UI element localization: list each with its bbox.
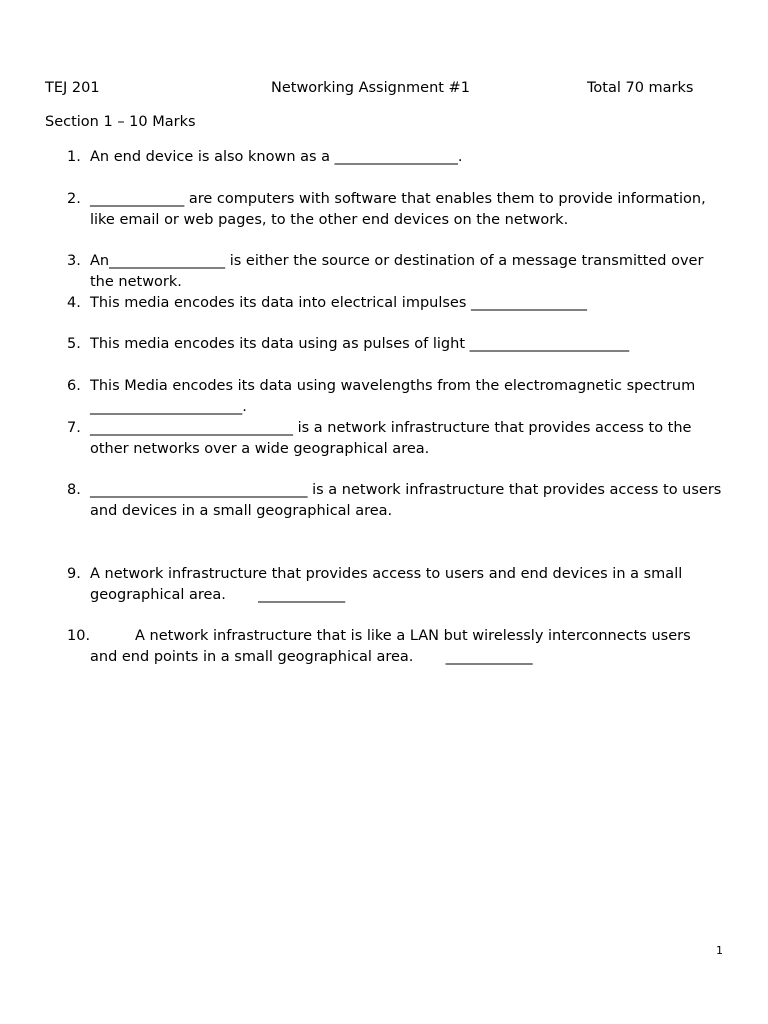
question-number: 10. <box>67 628 91 644</box>
question-number: 6. <box>67 378 81 394</box>
question-number: 5. <box>67 336 81 352</box>
question-9 <box>67 564 737 606</box>
question-10 <box>67 626 737 668</box>
question-number: 9. <box>67 566 81 582</box>
question-number: 7. <box>67 420 81 436</box>
question-text: ______________________________ is a network infrastructure that provides access to users and devices in a small geographical area. <box>90 482 726 519</box>
question-number: 4. <box>67 295 81 311</box>
question-5 <box>67 334 727 355</box>
question-text: _____________ are computers with software that enables them to provide information, like email or web pages, to the other end devices on the network. <box>90 191 711 228</box>
question-number: 3. <box>67 253 81 269</box>
question-3 <box>67 251 717 293</box>
question-text-line-1: A network infrastructure that provides access to users and end devices in a small <box>90 566 683 582</box>
document-header <box>45 80 725 100</box>
question-number: 1. <box>67 149 81 165</box>
question-8 <box>67 480 727 522</box>
question-text: This media encodes its data using as pulses of light ______________________ <box>90 336 630 352</box>
question-4 <box>67 293 727 314</box>
question-text: This Media encodes its data using wavelengths from the electromagnetic spectrum _____________________. <box>90 378 700 415</box>
question-number: 8. <box>67 482 81 498</box>
question-text: ____________________________ is a network infrastructure that provides access to the other networks over a wide geographical area. <box>90 420 697 457</box>
question-text-line-1: A network infrastructure that is like a LAN but wirelessly interconnects users <box>135 628 691 644</box>
question-1 <box>67 147 727 168</box>
question-text-line-2: and end points in a small geographical area. ____________ <box>90 649 533 665</box>
question-2 <box>67 189 711 231</box>
question-text-line-2: geographical area. ____________ <box>90 587 346 603</box>
page-number: 1 <box>716 944 723 957</box>
question-text: An________________ is either the source or destination of a message transmitted over the network. <box>90 253 709 290</box>
section-title: Section 1 – 10 Marks <box>45 114 196 130</box>
assignment-title: Networking Assignment #1 <box>271 80 470 96</box>
total-marks: Total 70 marks <box>587 80 694 96</box>
question-6 <box>67 376 732 418</box>
question-text: An end device is also known as a _________________. <box>90 149 463 165</box>
question-text: This media encodes its data into electrical impulses ________________ <box>90 295 588 311</box>
course-code: TEJ 201 <box>45 80 100 96</box>
question-7 <box>67 418 732 460</box>
question-number: 2. <box>67 191 81 207</box>
